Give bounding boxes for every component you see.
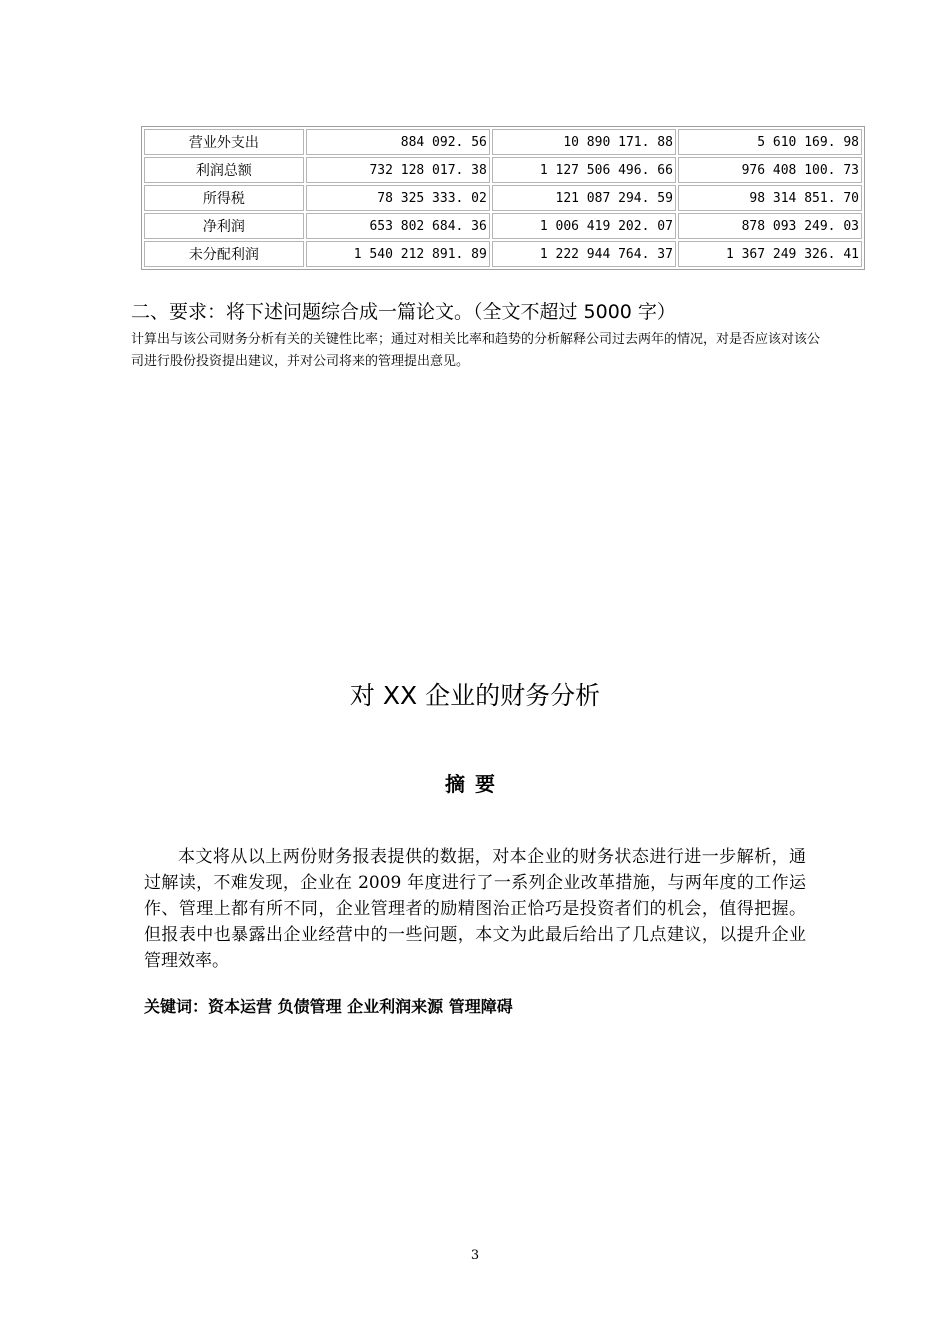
row-label: 利润总额 <box>144 157 304 183</box>
keywords-line: 关键词：资本运营 负债管理 企业利润来源 管理障碍 <box>144 997 513 1016</box>
table-cell: 878 093 249. 03 <box>678 213 862 239</box>
row-label: 净利润 <box>144 213 304 239</box>
row-label: 营业外支出 <box>144 129 304 155</box>
table-cell: 121 087 294. 59 <box>492 185 676 211</box>
table-row <box>144 157 862 183</box>
financial-table-container <box>141 126 865 270</box>
table-cell: 653 802 684. 36 <box>306 213 490 239</box>
page-number: 3 <box>470 1248 480 1263</box>
table-cell: 884 092. 56 <box>306 129 490 155</box>
row-label: 未分配利润 <box>144 241 304 267</box>
financial-table <box>142 127 864 269</box>
table-cell: 78 325 333. 02 <box>306 185 490 211</box>
table-cell: 10 890 171. 88 <box>492 129 676 155</box>
table-cell: 1 127 506 496. 66 <box>492 157 676 183</box>
abstract-heading: 摘要 <box>445 772 505 796</box>
requirement-text: 计算出与该公司财务分析有关的关键性比率；通过对相关比率和趋势的分析解释公司过去两年的情况，对是否应该对该公司进行股份投资提出建议，并对公司将来的管理提出意见。 <box>131 332 821 369</box>
table-row <box>144 213 862 239</box>
table-row <box>144 185 862 211</box>
table-cell: 732 128 017. 38 <box>306 157 490 183</box>
table-row <box>144 129 862 155</box>
table-cell: 1 367 249 326. 41 <box>678 241 862 267</box>
table-cell: 98 314 851. 70 <box>678 185 862 211</box>
table-cell: 1 006 419 202. 07 <box>492 213 676 239</box>
row-label: 所得税 <box>144 185 304 211</box>
abstract-body: 本文将从以上两份财务报表提供的数据，对本企业的财务状态进行进一步解析，通过解读，不难发现，企业在 2009 年度进行了一系列企业改革措施，与两年度的工作运作、管理上都有所不同，企业管理者的励精图治正恰巧是投资者们的机会，值得把握。但报表中也暴露出企业经营中的一些问题，本文为此最后给出了几点建议，以提升企业管理效率。 <box>144 847 806 971</box>
table-cell: 1 222 944 764. 37 <box>492 241 676 267</box>
table-cell: 976 408 100. 73 <box>678 157 862 183</box>
table-cell: 5 610 169. 98 <box>678 129 862 155</box>
table-cell: 1 540 212 891. 89 <box>306 241 490 267</box>
paper-title: 对 XX 企业的财务分析 <box>349 681 601 710</box>
requirement-heading: 二、要求：将下述问题综合成一篇论文。（全文不超过 5000 字） <box>131 301 676 323</box>
table-row <box>144 241 862 267</box>
